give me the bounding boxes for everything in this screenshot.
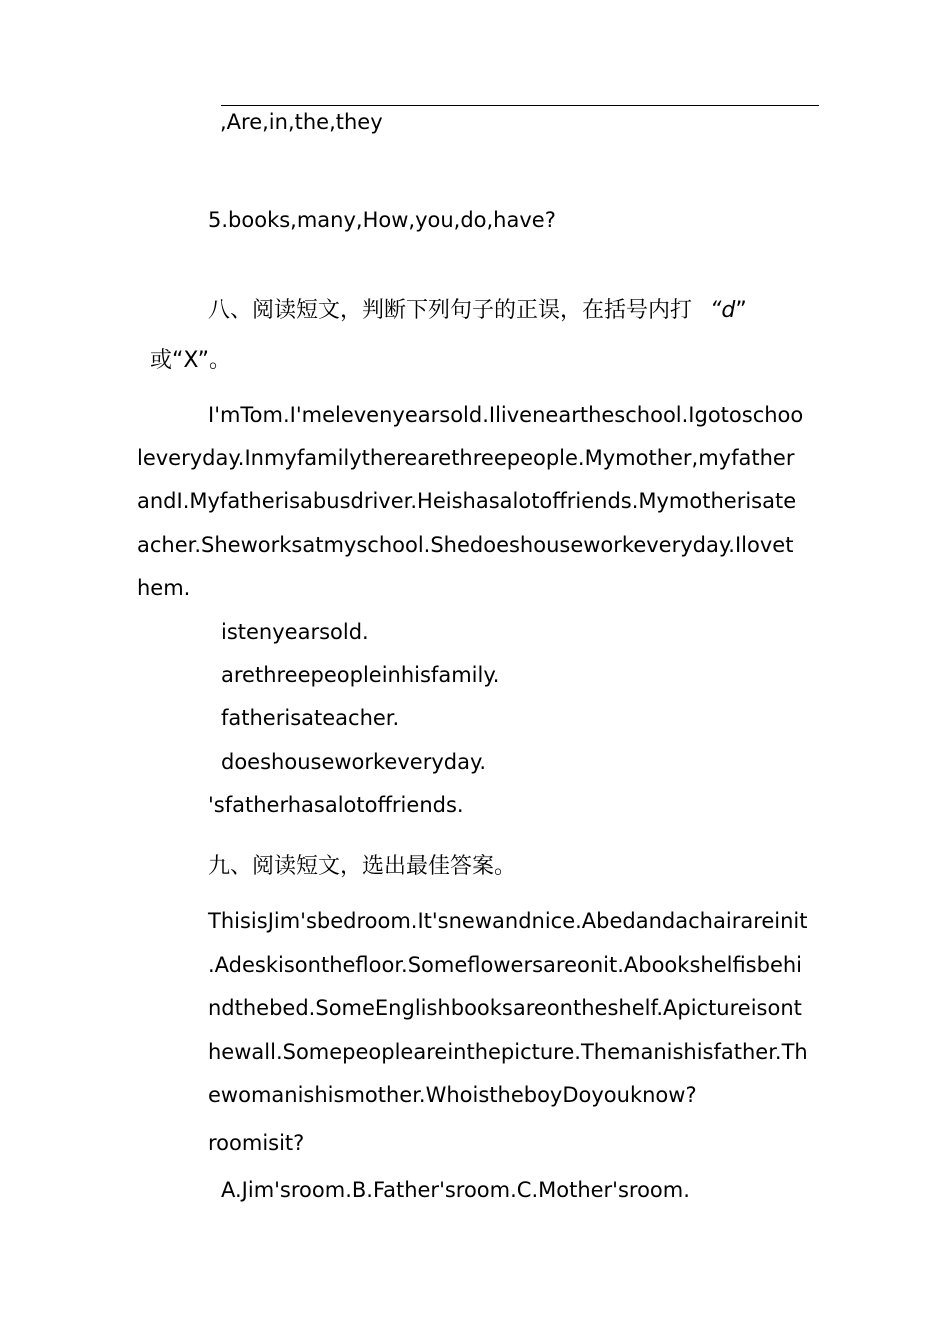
answer-line [221, 105, 819, 106]
section8-heading [208, 300, 747, 322]
statement-5: 'sfatherhasalotoffriends. [208, 793, 464, 817]
mark-open: “ [710, 298, 722, 323]
section8-heading-text: 八、阅读短文，判断下列句子的正误，在括号内打 [208, 298, 693, 323]
passage8-line-1: I'mTom.I'melevenyearsold.Iliveneartheschool.Igotoschoo [208, 403, 804, 427]
q4-words: ,Are,in,the,they [220, 110, 383, 134]
statement-1: istenyearsold. [221, 620, 369, 644]
statement-2: arethreepeopleinhisfamily. [221, 663, 500, 687]
question-1-options: A.Jim'sroom.B.Father'sroom.C.Mother'sroom. [221, 1178, 690, 1202]
passage9-line-2: .Adeskisonthefloor.Someflowersareonit.Abookshelfisbehi [208, 953, 803, 977]
passage8-line-5: hem. [137, 576, 191, 600]
passage9-line-3: ndthebed.SomeEnglishbooksareontheshelf.Apictureisont [208, 996, 802, 1020]
passage8-line-2: leveryday.Inmyfamilytherearethreepeople.Mymother,myfather [137, 446, 795, 470]
check-mark: d [721, 298, 736, 323]
section8-heading-cont: 或“X”。 [150, 348, 231, 373]
statement-4: doeshouseworkeveryday. [221, 750, 487, 774]
passage9-line-1: ThisisJim'sbedroom.It'snewandnice.Abedandachairareinit [208, 909, 808, 933]
statement-3: fatherisateacher. [221, 706, 400, 730]
passage8-line-3: andI.Myfatherisabusdriver.Heishasalotoffriends.Mymotherisate [137, 489, 797, 513]
passage8-line-4: acher.Sheworksatmyschool.Shedoeshouseworkeveryday.Ilovet [137, 533, 794, 557]
mark-close: ” [735, 298, 747, 323]
passage9-line-5: ewomanishismother.WhoistheboyDoyouknow? [208, 1083, 697, 1107]
q5-line: 5.books,many,How,you,do,have? [208, 208, 556, 232]
passage9-line-4: hewall.Somepeopleareinthepicture.Themanishisfather.Th [208, 1040, 808, 1064]
section9-heading: 九、阅读短文，选出最佳答案。 [208, 854, 517, 879]
question-1: roomisit? [208, 1131, 305, 1155]
